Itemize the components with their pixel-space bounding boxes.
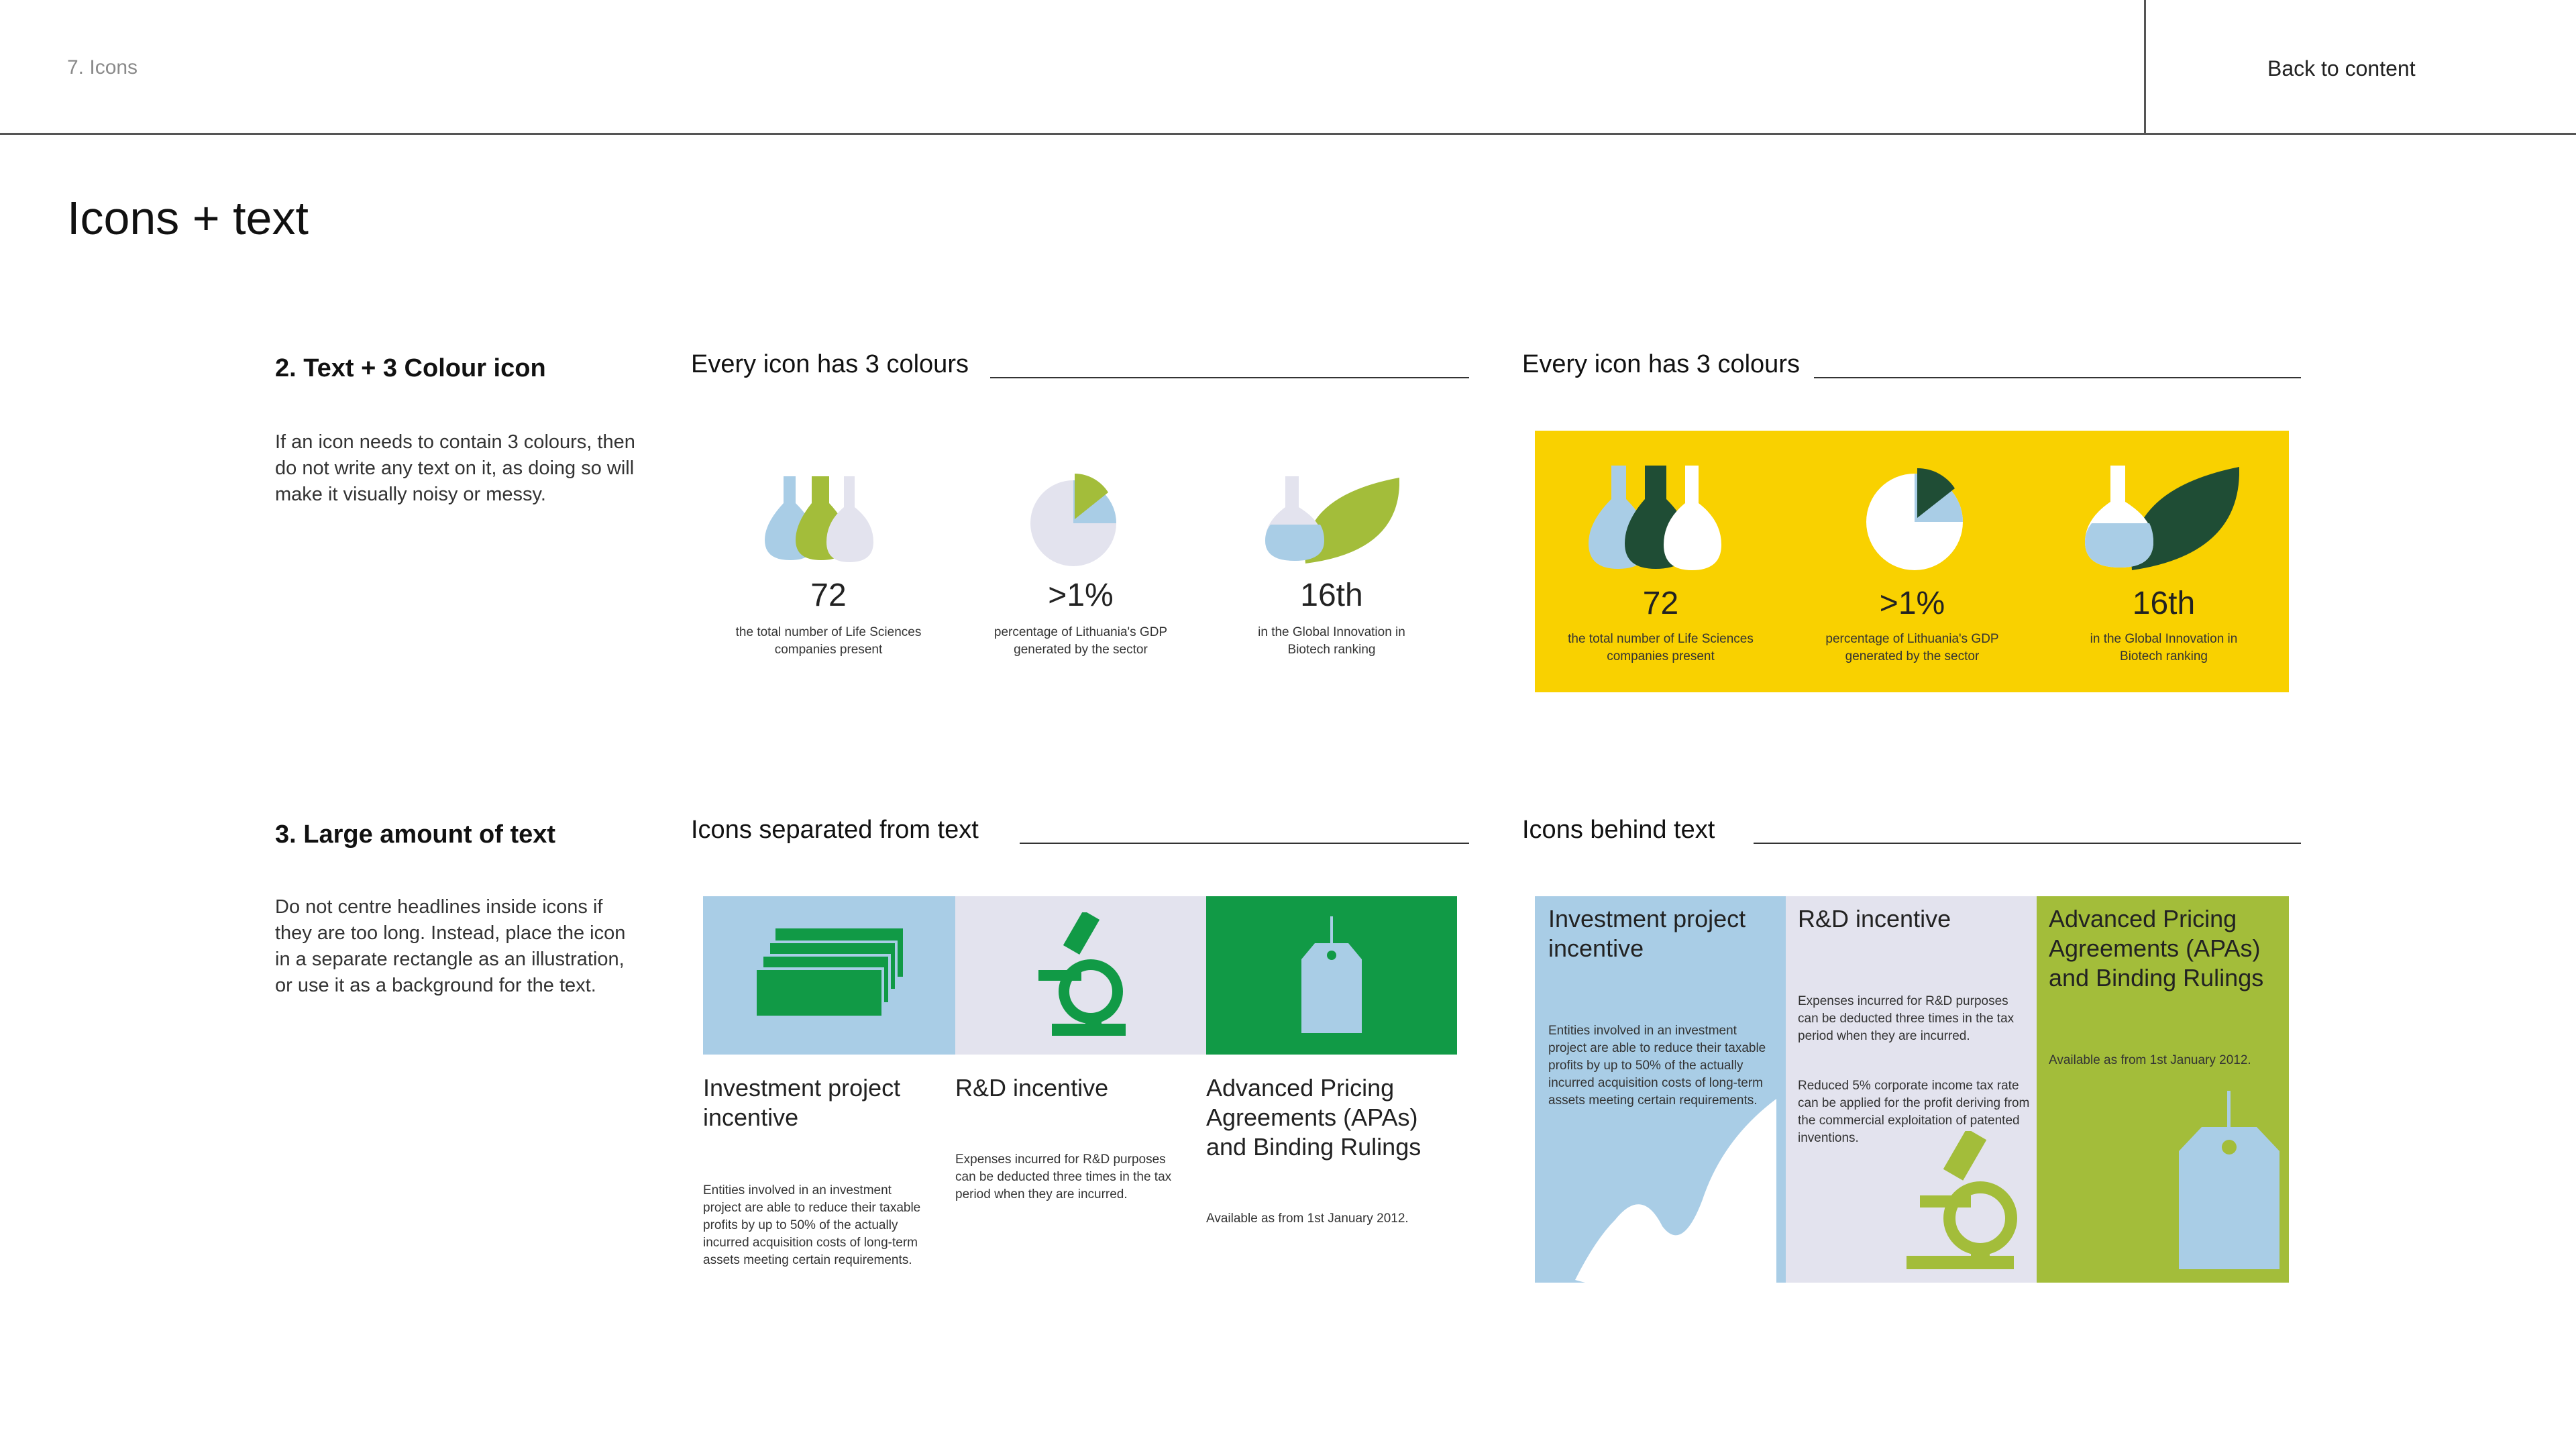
panel-4-heading: Icons behind text xyxy=(1522,816,1715,844)
card-title: Investment project incentive xyxy=(1548,905,1746,962)
header-divider xyxy=(2144,0,2146,134)
stat-caption: percentage of Lithuania's GDP generated by the sector xyxy=(1825,632,1999,663)
panel-3-heading: Icons separated from text xyxy=(691,816,979,844)
leaf-flask-icon xyxy=(2085,466,2239,573)
panel-1-heading: Every icon has 3 colours xyxy=(691,350,969,378)
header-rule xyxy=(0,133,2576,135)
pie-chart-icon xyxy=(1864,466,1971,573)
stat-value: >1% xyxy=(1879,586,1945,621)
apa-card xyxy=(2037,896,2289,1283)
microscope-tile xyxy=(955,896,1206,1055)
stat-value: 16th xyxy=(2132,586,2196,621)
page-title: Icons + text xyxy=(67,192,309,244)
rd-card xyxy=(1786,896,2037,1283)
card-title: R&D incentive xyxy=(1798,905,1951,932)
stats-panel-yellow xyxy=(1535,431,2289,692)
money-tile xyxy=(703,896,955,1055)
panel-2-rule xyxy=(1814,377,2301,378)
money-stack-icon xyxy=(755,928,903,1029)
card-body: Expenses incurred for R&D purposes can be deducted three times in the tax period when they are incurred. xyxy=(1798,994,2015,1043)
price-tag-icon xyxy=(1301,916,1362,1037)
flasks-icon xyxy=(765,476,885,564)
investment-card xyxy=(1535,896,1786,1283)
section-2-description: If an icon needs to contain 3 colours, then do not write any text on it, as doing so will make it visually noisy or messy. xyxy=(275,431,635,505)
section-3-heading: 3. Large amount of text xyxy=(275,820,556,849)
microscope-icon xyxy=(1038,912,1126,1040)
card-title: Investment project incentive xyxy=(703,1074,901,1131)
stat-caption: percentage of Lithuania's GDP generated by the sector xyxy=(994,625,1168,657)
stat-caption: in the Global Innovation in Biotech ranking xyxy=(1258,625,1405,657)
leaf-flask-icon xyxy=(1265,476,1399,564)
card-title: Advanced Pricing Agreements (APAs) and Binding Rulings xyxy=(1206,1074,1421,1161)
stat-value: 16th xyxy=(1300,578,1363,613)
card-title: R&D incentive xyxy=(955,1074,1109,1102)
panel-2-heading: Every icon has 3 colours xyxy=(1522,350,1800,378)
stat-caption: in the Global Innovation in Biotech ranking xyxy=(2090,632,2238,663)
section-3-description: Do not centre headlines inside icons if they are too long. Instead, place the icon in a separate rectangle as an illustration, or use it as a background for the text. xyxy=(275,896,626,996)
card-body: Expenses incurred for R&D purposes can be deducted three times in the tax period when they are incurred. xyxy=(955,1152,1172,1201)
stats-panel-white xyxy=(711,429,1476,684)
tag-tile xyxy=(1206,896,1457,1055)
card-title: Advanced Pricing Agreements (APAs) and Binding Rulings xyxy=(2049,905,2264,991)
card-body: Entities involved in an investment project are able to reduce their taxable profits by up to 50% of the actually incurred acquisition costs of long-term assets meeting certain requirements. xyxy=(1548,1024,1766,1108)
growth-chart-icon xyxy=(1575,1097,1776,1283)
section-label: 7. Icons xyxy=(67,56,138,78)
stat-value: 72 xyxy=(1642,586,1679,621)
card-body-secondary: Reduced 5% corporate income tax rate can be applied for the profit deriving from the commercial exploitation of patented inventions. xyxy=(1798,1079,2030,1145)
stat-caption: the total number of Life Sciences companies present xyxy=(735,625,922,657)
stat-caption: the total number of Life Sciences companies present xyxy=(1568,632,1754,663)
panel-3-rule xyxy=(1020,843,1469,844)
card-body: Available as from 1st January 2012. xyxy=(1206,1212,1409,1226)
pie-chart-icon xyxy=(1030,472,1124,566)
card-body: Available as from 1st January 2012. xyxy=(2049,1053,2251,1067)
section-2-heading: 2. Text + 3 Colour icon xyxy=(275,354,546,382)
flasks-icon xyxy=(1589,466,1736,573)
microscope-icon xyxy=(1907,1131,2034,1272)
price-tag-icon xyxy=(2179,1091,2279,1272)
card-body: Entities involved in an investment project are able to reduce their taxable profits by up to 50% of the actually incurred acquisition costs of long-term assets meeting certain requirements. xyxy=(703,1183,921,1267)
panel-1-rule xyxy=(990,377,1469,378)
stat-value: >1% xyxy=(1048,578,1114,613)
stat-value: 72 xyxy=(810,578,847,613)
back-to-content-link[interactable]: Back to content xyxy=(2267,56,2416,80)
panel-4-rule xyxy=(1754,843,2301,844)
